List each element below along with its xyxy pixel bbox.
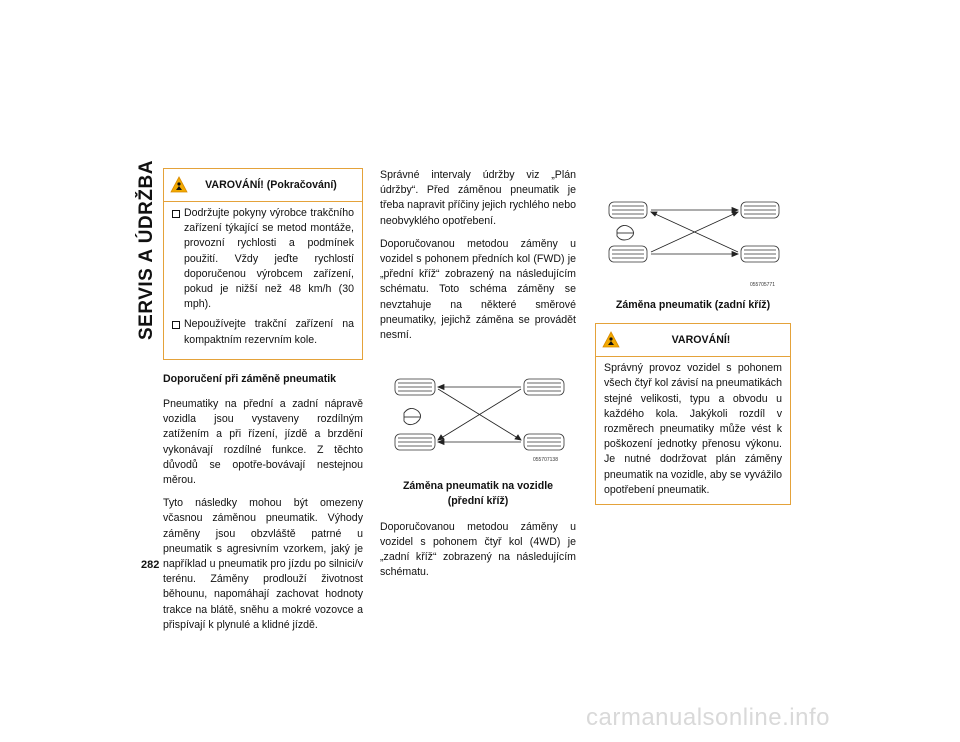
paragraph: Správné intervaly údržby viz „Plán údržby“. Před záměnou pneumatik je třeba napravit příčiny jejich rychlého nebo neobvyklého opotřebení. <box>380 169 576 227</box>
warning-continued-title: VAROVÁNÍ! (Pokračování) <box>205 179 337 191</box>
warning-continued-header <box>164 169 362 202</box>
tire-icon <box>741 246 779 262</box>
figure-caption-line1: Záměna pneumatik na vozidle <box>402 480 554 493</box>
column-3 <box>595 168 791 517</box>
rear-cross-diagram-svg <box>595 168 791 292</box>
rear-cross-diagram <box>595 168 791 292</box>
paragraph: Tyto následky mohou být omezeny včasnou záměnou pneumatik. Výhody záměny jsou obzvláště patrné u pneumatik s agresivním vzorkem, jaký je například u pneumatik pro jízdu po silnici/v terénu. Záměny prodlouží životnost běhounu, napomáhají zachovat hodnoty trakce na blátě, sněhu a mokré vozovce a přispívají k plynulé a klidné jízdě. <box>163 497 363 631</box>
figure-caption: Záměna pneumatik (zadní kříž) <box>615 299 771 311</box>
warning-body <box>596 357 790 504</box>
section-title: SERVIS A ÚDRŽBA <box>136 160 157 340</box>
steering-wheel-icon <box>617 225 634 240</box>
tire-icon <box>741 202 779 218</box>
tire-icon <box>524 379 564 395</box>
watermark: carmanualsonline.info <box>586 704 830 731</box>
figure-caption-line2: (přední kříž) <box>447 495 509 508</box>
page-number: 282 <box>141 559 160 571</box>
warning-title: VAROVÁNÍ! <box>671 334 731 347</box>
figure-code: 055705771 <box>749 282 775 288</box>
figure-caption <box>380 479 576 509</box>
tire-icon <box>609 246 647 262</box>
warning-continued-box <box>163 168 363 360</box>
tire-icon <box>395 379 435 395</box>
warning-list-item <box>172 206 354 312</box>
warning-header <box>596 324 790 357</box>
warning-item-text: Dodržujte pokyny výrobce trakčního zařízení týkající se metod montáže, provozní rychlosti a podmínek použití. Vždy jeďte rychlostí doporučenou výrobcem zařízení, pokud je nižší než 48 km/h (30 mph). <box>184 207 354 311</box>
paragraph: Doporučovanou metodou záměny u vozidel s pohonem předních kol (FWD) je „přední kříž“ zobrazený na následujícím schématu. Toto schéma záměny se nevztahuje na některé směrové pneumatiky, jejichž záměna se provádět nesmí. <box>380 237 576 342</box>
warning-continued-body <box>164 202 362 359</box>
warning-text: Správný provoz vozidel s pohonem všech čtyř kol závisí na pneumatikách stejné velikosti, typu a obvodu u každého kola. Jakýkoli rozdíl v rozměrech pneumatiky může vést k poškození jednotky přenosu výkonu. Je nutné dodržovat plán záměny pneumatik na vozidle, aby se vyvážilo opotřebení pneumatik. <box>604 362 782 496</box>
checkbox-bullet-icon <box>172 210 180 218</box>
warning-triangle-icon <box>602 331 620 348</box>
front-cross-diagram-svg <box>380 351 576 479</box>
front-cross-diagram <box>380 351 576 479</box>
paragraph: Doporučovanou metodou záměny u vozidel s pohonem čtyř kol (4WD) je „zadní kříž“ zobrazený na následujícím schématu. <box>380 520 576 579</box>
warning-triangle-icon <box>170 176 188 193</box>
figure-code: 055707138 <box>532 457 558 464</box>
warning-box <box>595 323 791 505</box>
warning-list-item <box>172 317 354 347</box>
warning-item-text: Nepoužívejte trakční zařízení na kompaktním rezervním kole. <box>184 318 354 346</box>
tire-icon <box>609 202 647 218</box>
column-1 <box>163 168 363 641</box>
paragraph: Pneumatiky na přední a zadní nápravě vozidla jsou vystaveny rozdílným zatížením a při řízení, jízdě a brzdění vykonávají rozdílné funkce. Z těchto důvodů se opotře-bovávají nestejnou měrou. <box>163 398 363 487</box>
column-2 <box>380 168 576 588</box>
tire-icon <box>395 434 435 450</box>
steering-wheel-icon <box>404 409 421 425</box>
checkbox-bullet-icon <box>172 321 180 329</box>
section-heading: Doporučení při záměně pneumatik <box>163 372 337 385</box>
tire-icon <box>524 434 564 450</box>
